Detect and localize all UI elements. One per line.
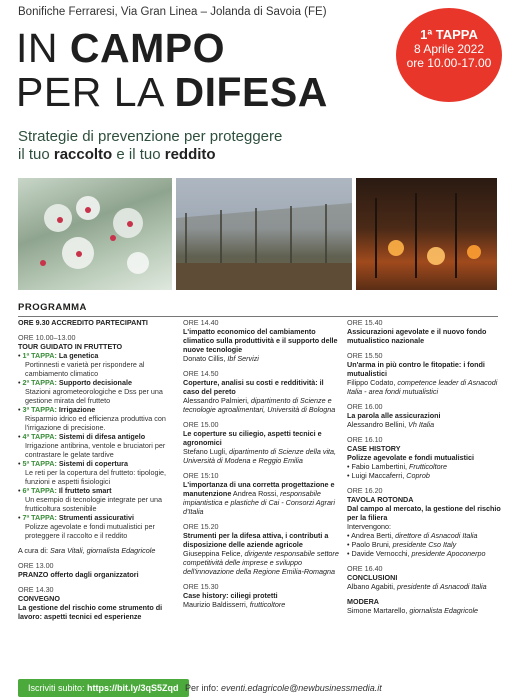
tour-step: • 1ª TAPPA: La genetica Portinnesti e varietà per rispondere al cambiamento climatico [18, 351, 145, 378]
program-column-3 [347, 318, 502, 621]
subtitle-line-2: il tuo raccolto e il tuo reddito [18, 146, 216, 163]
night-orchard-illustration [356, 178, 497, 290]
session-item: ORE 16.40 CONCLUSIONI Albano Agabiti, presidente di Asnacodi Italia [347, 564, 487, 591]
tour-step: • 4ª TAPPA: Sistemi di difesa antigelo Irrigazione antibrina, ventole e bruciatori per contrastare le gelate tardive [18, 432, 166, 459]
badge-title: 1ª TAPPA [420, 27, 478, 42]
badge-time: ore 10.00-17.00 [406, 56, 492, 70]
session-item: ORE 15.50 Un'arma in più contro le fitopatie: i fondi mutualistici Filippo Codato, competence leader di Asnacodi Italia - area fondi mutualistici [347, 351, 498, 396]
tour-curator: A cura di: Sara Vitali, giornalista Edagricole [18, 546, 156, 555]
program-column-2 [183, 318, 339, 615]
tour-head: TOUR GUIDATO IN FRUTTETO [18, 342, 123, 351]
tour-time: ORE 10.00–13.00 [18, 333, 76, 342]
tour-step: • 2ª TAPPA: Supporto decisionale Stazioni agrometeorologiche e Dss per una gestione mirata del frutteto [18, 378, 163, 405]
session-item: ORE 15.00 Le coperture su ciliegio, aspetti tecnici e agronomici Stefano Lugli, dipartimento di Scienze della vita, Università di Modena e Reggio Emilia [183, 420, 337, 465]
pranzo-head: PRANZO offerto dagli organizzatori [18, 570, 139, 579]
session-item: ORE 14.40 L'impatto economico del cambiamento climatico sulla produttività e il supporto delle nuove tecnologie Donato Cillis, Ibf Servizi [183, 318, 338, 363]
session-item: ORE 15.30 Case history: ciliegi protetti Maurizio Baldisserri, frutticoltore [183, 582, 286, 609]
convegno-head: CONVEGNO [18, 594, 60, 603]
accredito: ORE 9.30 ACCREDITO PARTECIPANTI [18, 318, 148, 327]
case-history-list [347, 462, 502, 480]
subtitle [18, 128, 282, 164]
session-item: ORE 16.00 La parola alle assicurazioni Alessandro Bellini, Vh Italia [347, 402, 441, 429]
orchard-illustration [176, 178, 352, 290]
round-table-list [347, 531, 502, 558]
tour-section [18, 333, 173, 540]
list-item: • Davide Vernocchi, presidente Apoconerpo [347, 549, 486, 558]
event-location: Bonifiche Ferraresi, Via Gran Linea – Jolanda di Savoia (FE) [18, 6, 327, 18]
program-column-1 [18, 318, 173, 627]
title-line-1: IN CAMPO [16, 25, 226, 71]
list-item: • Luigi Maccaferri, Coprob [347, 471, 430, 480]
pranzo-section [18, 561, 173, 579]
info-contact: Per info: eventi.edagricole@newbusinessmedia.it [185, 683, 382, 693]
session-item: ORE 16.20 TAVOLA ROTONDA Dal campo al mercato, la gestione del rischio per la filiera Intervengono: • Andrea Berti, direttore di Asnacodi Italia • Paolo Bruni, presidente Cso Italy • Davide Vernocchi, presidente Apoconerpo [347, 486, 501, 558]
session-item: ORE 15.20 Strumenti per la difesa attiva, i contributi a disposizione delle aziende agricole Giuseppina Felice, dirigente responsabile settore competitività delle imprese e sviluppo dell'innovazione della Regione Emilia-Romagna [183, 522, 339, 576]
session-item: ORE 14.50 Coperture, analisi su costi e redditività: il caso del pereto Alessandro Palmieri, dipartimento di Scienze e tecnologie agroalimentari, Università di Bologna [183, 369, 336, 414]
footer [0, 676, 509, 700]
badge-date: 8 Aprile 2022 [413, 42, 485, 56]
frozen-blossom-photo [18, 178, 172, 290]
date-badge [396, 8, 502, 102]
tour-step: • 7ª TAPPA: Strumenti assicurativi Polizze agevolate e fondi mutualistici per proteggere il raccolto e il reddito [18, 513, 155, 540]
session-item: ORE 16.10 CASE HISTORY Polizze agevolate e fondi mutualistici • Fabio Lambertini, Frutticoltore • Luigi Maccaferri, Coprob [347, 435, 502, 480]
tour-step: • 5ª TAPPA: Sistemi di copertura Le reti per la copertura del frutteto: tipologie, funzioni e aspetti fisiologici [18, 459, 167, 486]
convegno-section [18, 585, 173, 621]
tour-step: • 6ª TAPPA: Il frutteto smart Un esempio di tecnologie integrate per una frutticoltura sostenibile [18, 486, 163, 513]
list-item: • Paolo Bruni, presidente Cso Italy [347, 540, 457, 549]
register-link-button[interactable]: Iscriviti subito: https://bit.ly/3qS5Zqd [18, 679, 189, 697]
blossom-illustration [18, 178, 172, 290]
session-item: ORE 15.40 Assicurazioni agevolate e il nuovo fondo mutualistico nazionale [347, 318, 487, 345]
frost-fire-photo [356, 178, 497, 290]
program-heading: PROGRAMMA [18, 302, 498, 317]
info-email-link[interactable]: eventi.edagricole@newbusinessmedia.it [221, 683, 382, 693]
pranzo-time: ORE 13.00 [18, 561, 54, 570]
tour-step: • 3ª TAPPA: Irrigazione Risparmio idrico ed efficienza produttiva con l'irrigazione di precisione. [18, 405, 166, 432]
title-line-2: PER LA DIFESA [16, 69, 328, 115]
session-item: MODERA Simone Martarello, giornalista Edagricole [347, 597, 479, 615]
session-item: ORE 15:10 L'importanza di una corretta progettazione e manutenzione Andrea Rossi, responsabile impiantistica e plastiche di Cai - Consorzi Agrari d'Italia [183, 471, 335, 516]
list-item: • Andrea Berti, direttore di Asnacodi Italia [347, 531, 478, 540]
list-item: • Fabio Lambertini, Frutticoltore [347, 462, 447, 471]
convegno-desc: La gestione del rischio come strumento di lavoro: aspetti tecnici ed esperienze [18, 603, 163, 621]
orchard-net-photo [176, 178, 352, 290]
subtitle-line-1: Strategie di prevenzione per proteggere [18, 128, 283, 145]
convegno-time: ORE 14.30 [18, 585, 54, 594]
